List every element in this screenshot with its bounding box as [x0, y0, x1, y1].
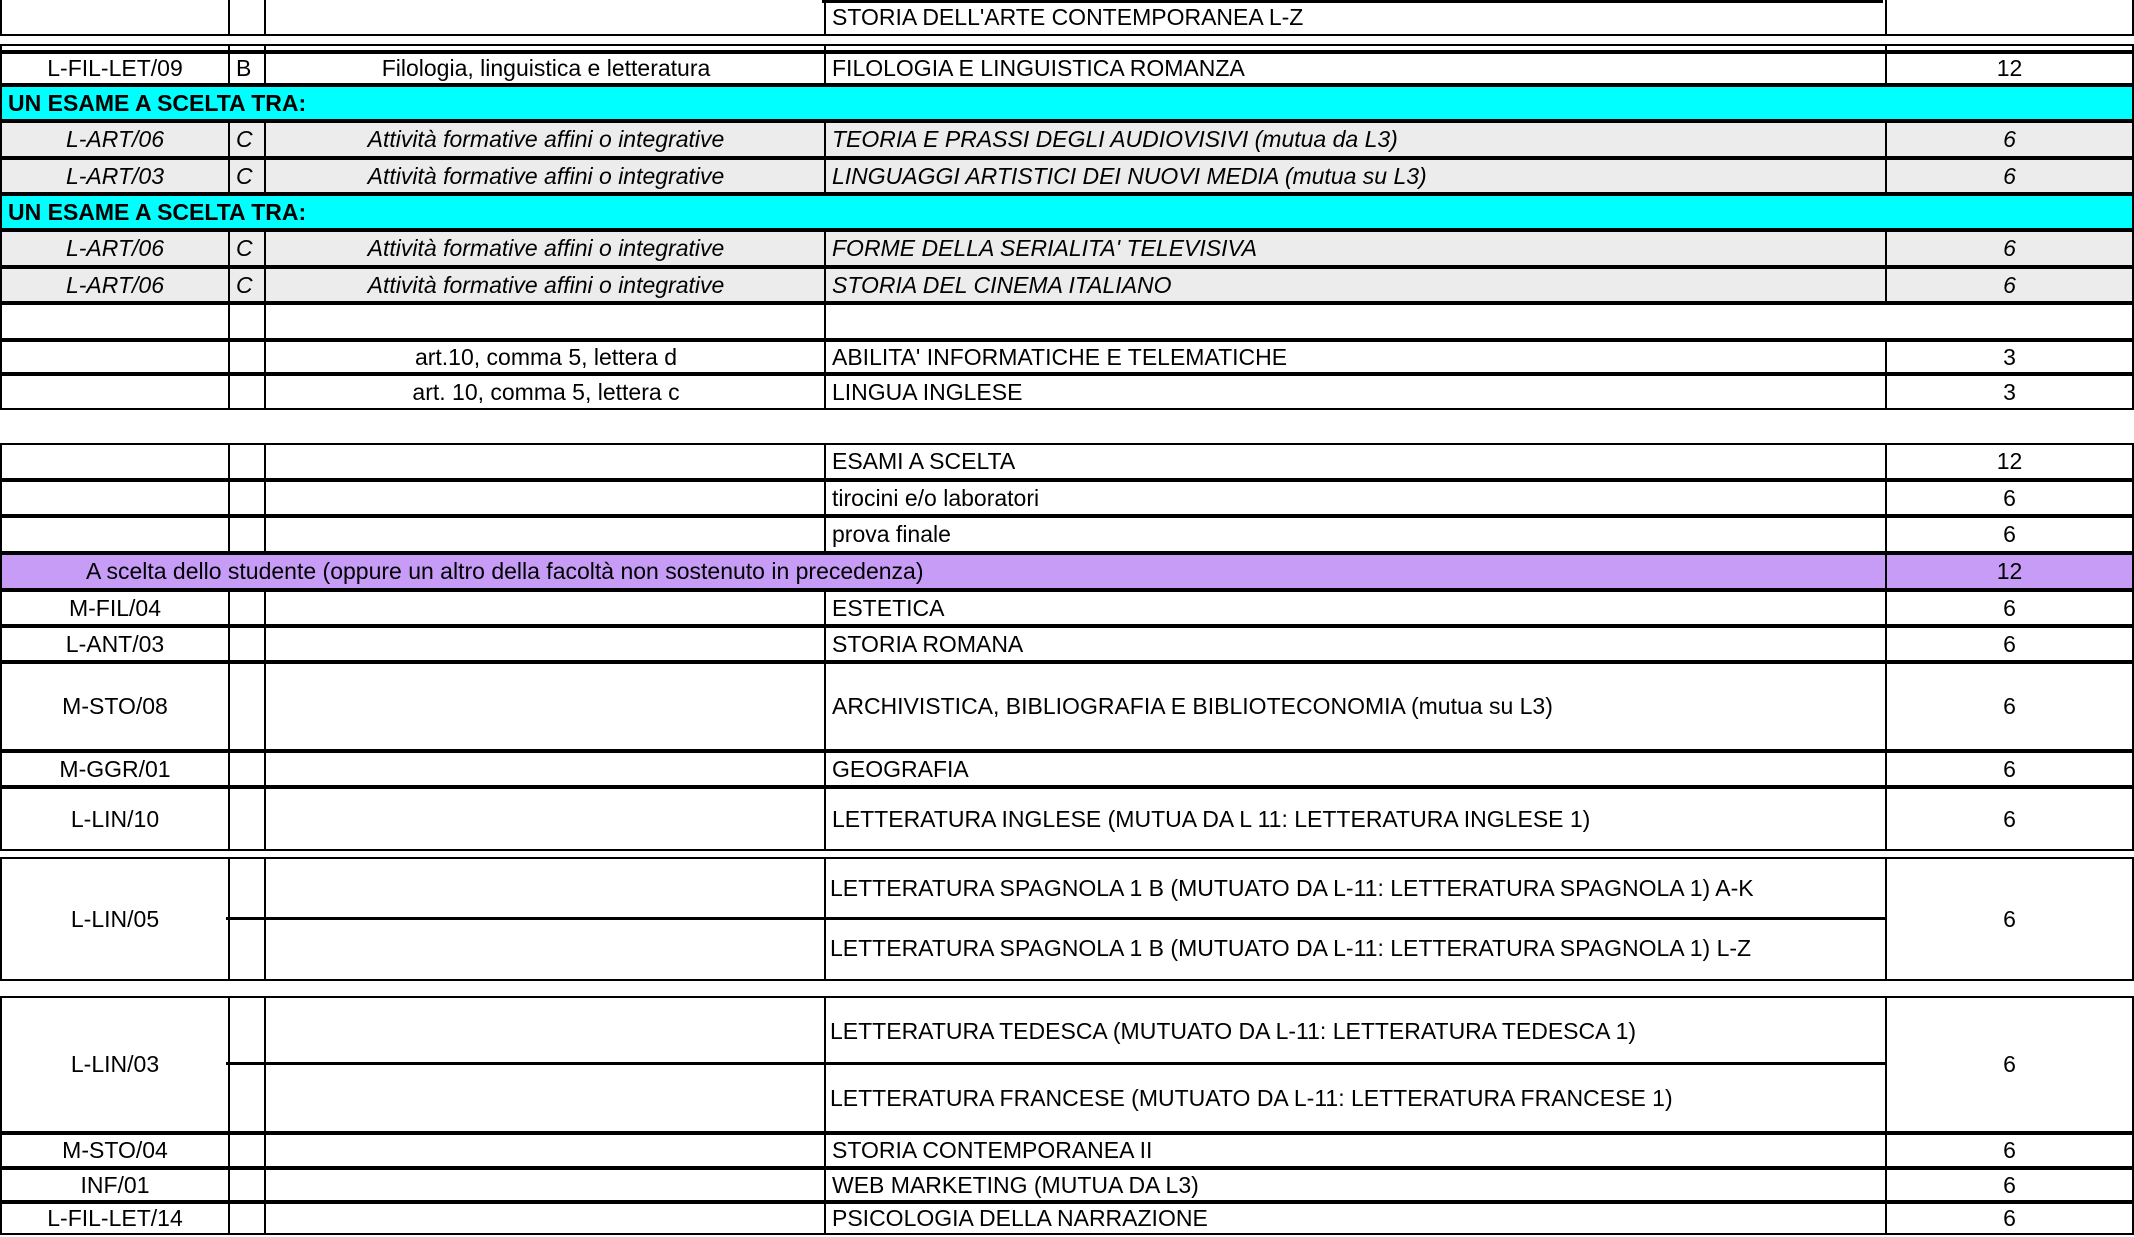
empty-cell	[264, 305, 826, 338]
empty-cell	[264, 789, 826, 849]
credits-value: 3	[1885, 376, 2132, 408]
table-row	[0, 44, 2134, 52]
ssd-code: L-ART/06	[65, 271, 164, 298]
ssd-code: INF/01	[80, 1171, 150, 1198]
empty-cell	[824, 305, 1885, 338]
empty-cell	[228, 46, 264, 50]
exam-name: GEOGRAFIA	[824, 753, 1885, 785]
exam-name: LETTERATURA INGLESE (MUTUA DA L 11: LETTERATURA INGLESE 1)	[824, 789, 1885, 849]
exam-name: FILOLOGIA E LINGUISTICA ROMANZA	[824, 54, 1885, 83]
exam-name: prova finale	[824, 518, 1885, 551]
credits-value: 6	[1885, 123, 2132, 156]
empty-cell	[228, 305, 264, 338]
empty-cell	[228, 664, 264, 749]
table-row	[0, 52, 2134, 85]
empty-cell	[228, 445, 264, 478]
exam-name: LETTERATURA SPAGNOLA 1 B (MUTUATO DA L-11: LETTERATURA SPAGNOLA 1) L-Z	[830, 935, 1752, 961]
ssd-code: L-ANT/03	[65, 630, 165, 657]
empty-cell	[824, 46, 1885, 50]
exam-name: LETTERATURA TEDESCA (MUTUATO DA L-11: LETTERATURA TEDESCA 1)	[830, 1017, 1637, 1044]
activity-type: C	[228, 160, 264, 192]
table-row	[0, 516, 2134, 553]
credits-value: 6	[1885, 518, 2132, 551]
exam-name: STORIA DELL'ARTE CONTEMPORANEA L-Z	[824, 0, 1885, 34]
credits-value: 12	[1885, 54, 2132, 83]
ssd-code: L-FIL-LET/09	[47, 55, 183, 81]
table-row	[0, 787, 2134, 851]
ssd-code: M-GGR/01	[59, 755, 171, 782]
exam-name: LETTERATURA FRANCESE (MUTUATO DA L-11: LETTERATURA FRANCESE 1)	[830, 1084, 1673, 1111]
table-row	[0, 0, 2134, 36]
activity-type: C	[228, 123, 264, 156]
table-row	[0, 1133, 2134, 1168]
empty-cell	[264, 46, 826, 50]
credits-value: 6	[1885, 1204, 2132, 1233]
table-row	[0, 626, 2134, 662]
empty-cell	[264, 753, 826, 785]
empty-cell	[228, 998, 264, 1131]
area-label: Attività formative affini o integrative	[264, 232, 826, 265]
empty-cell	[264, 482, 826, 514]
exam-name: ESAMI A SCELTA	[824, 445, 1885, 478]
table-row	[0, 158, 2134, 194]
empty-cell	[228, 1170, 264, 1200]
area-label: Attività formative affini o integrative	[264, 269, 826, 301]
empty-cell	[264, 1135, 826, 1166]
exam-name: ARCHIVISTICA, BIBLIOGRAFIA E BIBLIOTECONOMIA (mutua su L3)	[824, 664, 1885, 749]
table-row	[0, 590, 2134, 626]
ssd-code: M-STO/08	[62, 693, 168, 719]
table-row	[0, 751, 2134, 787]
empty-cell	[228, 376, 264, 408]
credits-value: 6	[1885, 998, 2132, 1131]
empty-cell	[264, 518, 826, 551]
exam-name: tirocini e/o laboratori	[824, 482, 1885, 514]
row-divider	[822, 0, 1883, 3]
credits-value: 6	[1885, 269, 2132, 301]
ssd-code: L-ART/06	[65, 126, 164, 152]
table-row	[0, 121, 2134, 158]
exam-name: TEORIA E PRASSI DEGLI AUDIOVISIVI (mutua da L3)	[824, 123, 1885, 156]
elective-header-label: A scelta dello studente (oppure un altro della facoltà non sostenuto in precedenza)	[86, 558, 924, 584]
ssd-code: M-FIL/04	[68, 594, 162, 621]
ssd-code: L-LIN/03	[70, 1051, 160, 1077]
empty-cell	[264, 592, 826, 624]
credits-value: 6	[1885, 628, 2132, 660]
empty-cell	[264, 1204, 826, 1233]
credits-value: 6	[1885, 232, 2132, 265]
activity-type	[228, 0, 264, 34]
area-label: art.10, comma 5, lettera d	[264, 342, 826, 372]
empty-cell	[264, 445, 826, 478]
credits-value: 6	[1885, 753, 2132, 785]
credits-value: 6	[1885, 592, 2132, 624]
table-row	[0, 303, 2134, 340]
choice-header-label: UN ESAME A SCELTA TRA:	[8, 89, 307, 116]
area-label: Attività formative affini o integrative	[264, 160, 826, 192]
choice-header-label: UN ESAME A SCELTA TRA:	[8, 198, 307, 225]
choice-header	[0, 194, 2134, 230]
exam-name: LINGUAGGI ARTISTICI DEI NUOVI MEDIA (mutua su L3)	[824, 160, 1885, 192]
ssd-code: L-LIN/05	[70, 905, 160, 932]
table-row	[0, 443, 2134, 480]
table-row	[0, 267, 2134, 303]
empty-cell	[228, 342, 264, 372]
table-row	[0, 662, 2134, 751]
empty-cell	[228, 592, 264, 624]
activity-type: B	[228, 54, 264, 83]
empty-cell	[264, 628, 826, 660]
ssd-code: L-ART/03	[65, 162, 164, 189]
table-row	[0, 340, 2134, 374]
ssd-code: L-FIL-LET/14	[47, 1205, 183, 1231]
area-label	[264, 0, 826, 34]
credits-value: 6	[1885, 789, 2132, 849]
credits-value: 6	[1885, 160, 2132, 192]
exam-name: LINGUA INGLESE	[824, 376, 1885, 408]
exam-name: LETTERATURA SPAGNOLA 1 B (MUTUATO DA L-11: LETTERATURA SPAGNOLA 1) A-K	[830, 874, 1754, 901]
credits-value: 6	[1885, 859, 2132, 979]
empty-cell	[1885, 46, 2132, 50]
exam-name: STORIA ROMANA	[824, 628, 1885, 660]
exam-name: ABILITA' INFORMATICHE E TELEMATICHE	[824, 342, 1885, 372]
empty-cell	[228, 518, 264, 551]
exam-name: STORIA DEL CINEMA ITALIANO	[824, 269, 1885, 301]
credits-value: 12	[1885, 555, 2132, 588]
credits-value: 6	[1885, 1135, 2132, 1166]
ssd-code: L-ART/06	[65, 235, 164, 261]
empty-cell	[264, 1170, 826, 1200]
empty-cell	[228, 482, 264, 514]
exam-name: WEB MARKETING (MUTUA DA L3)	[824, 1170, 1885, 1200]
exam-name: PSICOLOGIA DELLA NARRAZIONE	[824, 1204, 1885, 1233]
credits-value: 3	[1885, 342, 2132, 372]
empty-cell	[228, 1204, 264, 1233]
area-label: Filologia, linguistica e letteratura	[264, 54, 826, 83]
table-row	[0, 857, 2134, 981]
empty-cell	[228, 1135, 264, 1166]
area-label: Attività formative affini o integrative	[264, 123, 826, 156]
exam-name: ESTETICA	[824, 592, 1885, 624]
elective-header	[0, 553, 2134, 590]
ssd-code	[2, 0, 228, 34]
credits-value: 12	[1885, 445, 2132, 478]
credits-value: 6	[1885, 482, 2132, 514]
empty-cell	[228, 628, 264, 660]
activity-type: C	[228, 269, 264, 301]
table-row	[0, 1202, 2134, 1235]
table-row	[0, 480, 2134, 516]
table-row	[0, 1168, 2134, 1202]
empty-cell	[228, 789, 264, 849]
credits-value: 6	[1885, 664, 2132, 749]
ssd-code: L-LIN/10	[70, 805, 160, 832]
choice-header	[0, 85, 2134, 121]
table-row	[0, 996, 2134, 1133]
empty-cell	[228, 753, 264, 785]
credits-value	[1885, 0, 2132, 34]
table-row	[0, 230, 2134, 267]
area-label: art. 10, comma 5, lettera c	[264, 376, 826, 408]
table-row	[0, 374, 2134, 410]
exam-name: FORME DELLA SERIALITA' TELEVISIVA	[824, 232, 1885, 265]
empty-cell	[264, 664, 826, 749]
ssd-code: M-STO/04	[62, 1137, 168, 1163]
empty-cell	[264, 998, 826, 1131]
exam-name: STORIA CONTEMPORANEA II	[824, 1135, 1885, 1166]
credits-value: 6	[1885, 1170, 2132, 1200]
activity-type: C	[228, 232, 264, 265]
